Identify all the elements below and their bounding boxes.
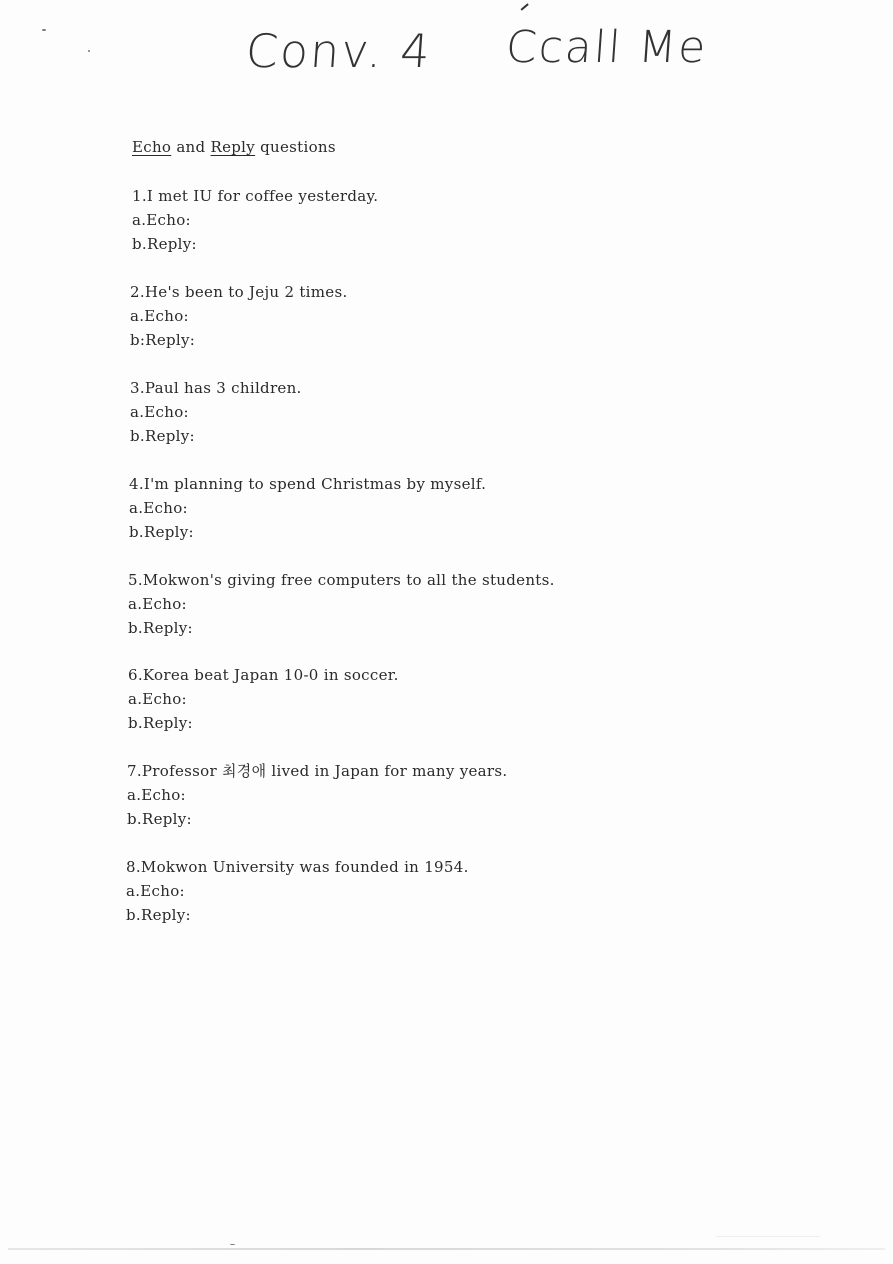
reply-answer-line: b.Reply: [128,714,193,732]
echo-answer-line: a.Echo: [126,882,185,900]
echo-answer-line: a.Echo: [130,403,189,421]
reply-answer-line: b.Reply: [130,427,195,445]
question-item [130,280,348,352]
handwritten-course-label: Conv. 4 [244,24,434,78]
reply-answer-line: b.Reply: [126,906,191,924]
question-item [128,663,399,735]
scan-edge-line [8,1248,885,1250]
heading-and: and [171,138,211,156]
question-prompt: 2.He's been to Jeju 2 times. [130,283,348,301]
reply-answer-line: b.Reply: [132,235,197,253]
question-item [128,568,555,640]
reply-answer-line: b:Reply: [130,331,196,349]
scan-speck [230,1244,235,1245]
question-prompt: 8.Mokwon University was founded in 1954. [126,858,469,876]
question-prompt: 1.I met IU for coffee yesterday. [132,187,379,205]
reply-answer-line: b.Reply: [127,810,192,828]
question-prompt: 7.Professor 최경애 lived in Japan for many years. [127,762,508,780]
question-prompt: 3.Paul has 3 children. [130,379,302,397]
echo-answer-line: a.Echo: [128,595,187,613]
echo-answer-line: a.Echo: [130,307,189,325]
question-item [127,759,507,831]
question-item [129,472,486,544]
scan-edge-line [716,1236,820,1237]
echo-answer-line: a.Echo: [127,786,186,804]
handwritten-title: Ccall Me [504,22,710,73]
question-item [130,376,302,448]
scan-speck [42,29,46,31]
heading-reply: Reply [210,138,256,156]
scan-speck [88,50,90,52]
question-prompt: 6.Korea beat Japan 10-0 in soccer. [128,666,399,684]
question-item [126,855,469,927]
echo-answer-line: a.Echo: [132,211,191,229]
reply-answer-line: b.Reply: [128,619,193,637]
echo-answer-line: a.Echo: [129,499,188,517]
question-item [132,184,378,256]
question-prompt: 4.I'm planning to spend Christmas by myself. [129,475,487,493]
question-prompt: 5.Mokwon's giving free computers to all the students. [128,571,555,589]
echo-answer-line: a.Echo: [128,690,187,708]
handwritten-accent-mark [521,3,529,10]
reply-answer-line: b.Reply: [129,523,194,541]
heading-echo: Echo [132,138,172,156]
worksheet-heading [132,138,336,156]
heading-questions: questions [255,138,336,156]
